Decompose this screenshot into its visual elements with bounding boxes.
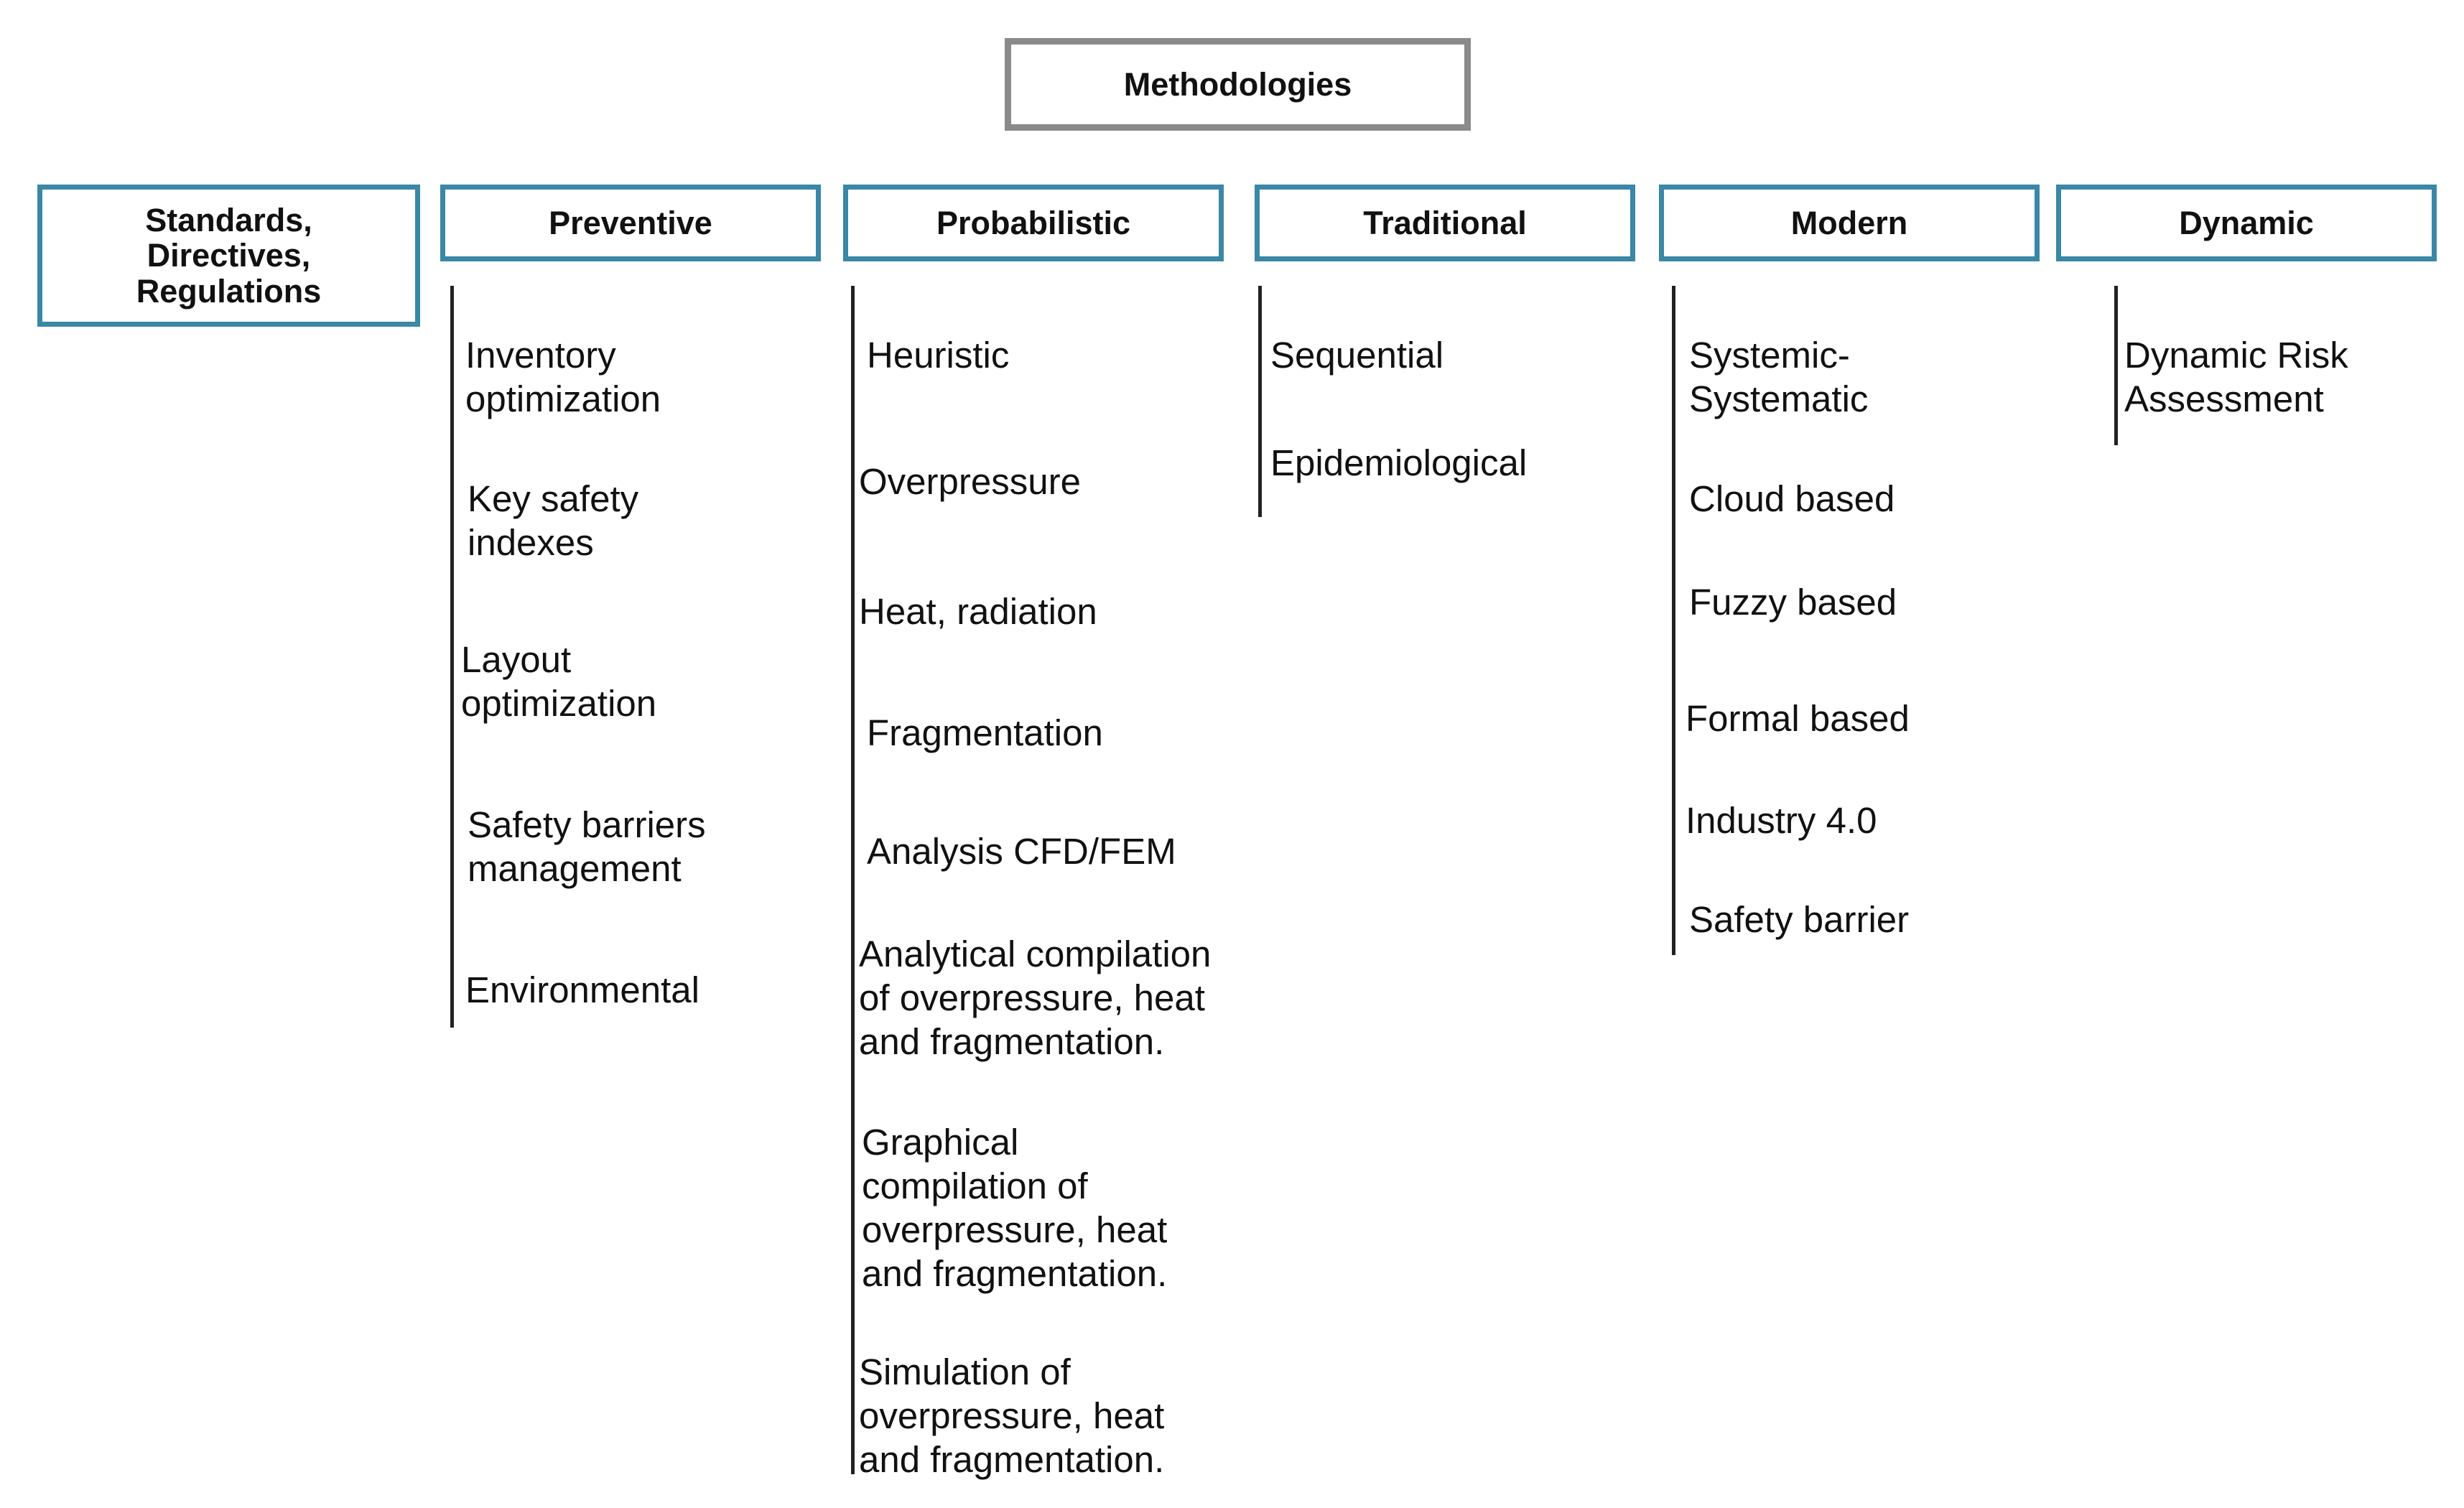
category-traditional-label: Traditional xyxy=(1363,204,1527,241)
probabilistic-item-analysis-cfd-fem: Analysis CFD/FEM xyxy=(867,831,1176,872)
probabilistic-item-heuristic: Heuristic xyxy=(867,335,1010,376)
category-modern-label: Modern xyxy=(1790,204,1908,241)
category-probabilistic xyxy=(843,185,1224,261)
modern-item-safety-barrier: Safety barrier xyxy=(1689,899,1910,940)
modern-item-fuzzy-based: Fuzzy based xyxy=(1689,582,1897,623)
category-preventive xyxy=(440,185,821,261)
probabilistic-item-fragmentation: Fragmentation xyxy=(867,712,1103,753)
category-modern xyxy=(1659,185,2040,261)
probabilistic-item-heat-radiation: Heat, radiation xyxy=(859,591,1097,632)
traditional-connector-line xyxy=(1258,286,1262,517)
probabilistic-item-overpressure: Overpressure xyxy=(859,461,1081,502)
category-dynamic xyxy=(2056,185,2437,261)
category-traditional xyxy=(1255,185,1635,261)
modern-connector-line xyxy=(1672,286,1675,955)
modern-item-cloud-based: Cloud based xyxy=(1689,478,1895,519)
root-node-label: Methodologies xyxy=(1123,65,1352,103)
preventive-connector-line xyxy=(450,286,454,1028)
traditional-item-sequential: Sequential xyxy=(1270,335,1444,376)
traditional-item-epidemiological: Epidemiological xyxy=(1270,442,1528,483)
dynamic-connector-line xyxy=(2114,286,2118,445)
preventive-item-environmental: Environmental xyxy=(465,969,699,1010)
root-node-methodologies xyxy=(1005,38,1471,131)
modern-item-systemic-systematic: Systemic- Systematic xyxy=(1689,335,1869,419)
modern-item-industry-4-0: Industry 4.0 xyxy=(1686,800,1877,841)
probabilistic-connector-line xyxy=(851,286,855,1474)
preventive-item-key-safety-indexes: Key safety indexes xyxy=(468,478,639,563)
probabilistic-item-analytical-compilation: Analytical compilation of overpressure, heat and fragmentation. xyxy=(859,934,1212,1062)
preventive-item-layout-optimization: Layout optimization xyxy=(461,639,657,724)
preventive-item-safety-barriers-management: Safety barriers management xyxy=(468,804,706,889)
modern-item-formal-based: Formal based xyxy=(1686,698,1910,739)
probabilistic-item-graphical-compilation: Graphical compilation of overpressure, heat and fragmentation. xyxy=(862,1122,1168,1294)
category-dynamic-label: Dynamic xyxy=(2179,204,2314,241)
category-standards xyxy=(37,185,420,327)
dynamic-item-dynamic-risk-assessment: Dynamic Risk Assessment xyxy=(2124,335,2348,419)
category-standards-label: Standards, Directives, Regulations xyxy=(136,201,322,309)
preventive-item-inventory-optimization: Inventory optimization xyxy=(465,335,661,419)
probabilistic-item-simulation: Simulation of overpressure, heat and fragmentation. xyxy=(859,1351,1165,1480)
category-probabilistic-label: Probabilistic xyxy=(936,204,1131,241)
category-preventive-label: Preventive xyxy=(549,204,712,241)
